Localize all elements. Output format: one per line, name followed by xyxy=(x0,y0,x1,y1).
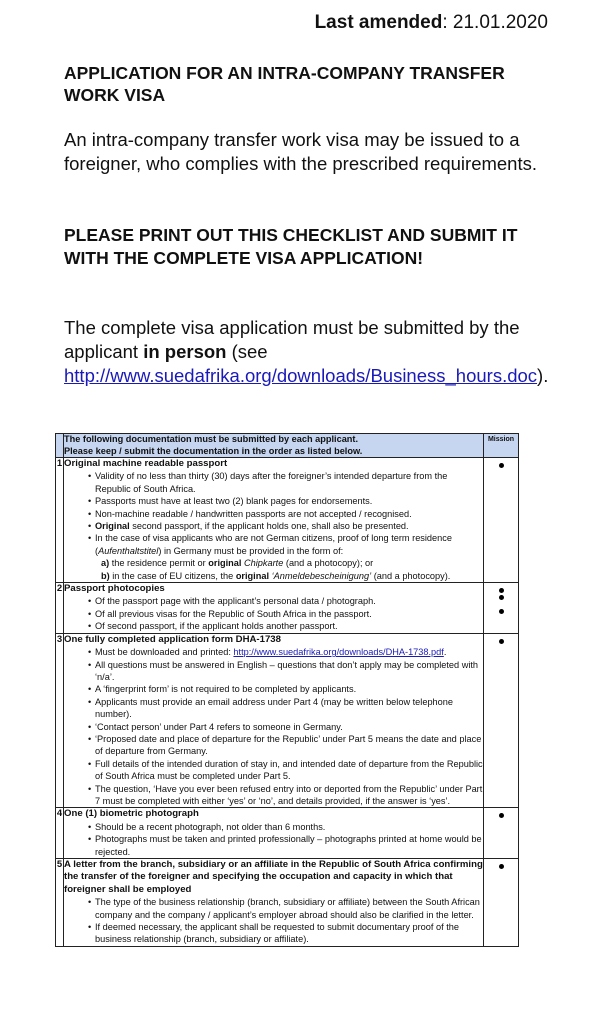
table-row xyxy=(56,633,519,808)
list-item: • Of the passport page with the applicant’s personal data / photograph. xyxy=(88,595,483,607)
mission-required-mark xyxy=(499,463,504,468)
list-item: • Full details of the intended duration of stay in, and intended date of departure from the Republic of South Africa must be completed under Part 5. xyxy=(88,758,483,783)
list-item: • All questions must be answered in English – questions that don’t apply may be completed with ‘n/a’. xyxy=(88,659,483,684)
sub-option-text: (and a photocopy); or xyxy=(283,558,374,569)
list-item: • If deemed necessary, the applicant shall be requested to submit documentary proof of the business relationship (branch, subsidiary or affiliate). xyxy=(88,921,483,946)
sub-option-a xyxy=(95,557,483,569)
sub-option-text: in the case of EU citizens, the xyxy=(109,570,236,581)
item-content xyxy=(64,583,484,634)
header-mission-cell: Mission xyxy=(484,434,519,458)
documentation-checklist-table xyxy=(55,433,519,947)
last-amended-separator: : xyxy=(442,12,453,33)
sub-option-label: a) xyxy=(101,558,110,569)
sub-option-b xyxy=(95,570,483,582)
last-amended-label: Last amended xyxy=(314,12,443,33)
header-line-1: The following documentation must be submitted by each applicant. xyxy=(64,434,359,444)
list-item: • Should be a recent photograph, not older than 6 months. xyxy=(88,821,483,833)
business-hours-link[interactable]: http://www.suedafrika.org/downloads/Business_hours.doc xyxy=(64,365,538,386)
item-number: 2 xyxy=(56,583,64,634)
original-emphasis: Original xyxy=(95,521,130,532)
item-title: A letter from the branch, subsidiary or an affiliate in the Republic of South Africa confirming the transfer of the foreigner and specifying the occupation and capacity in which that foreigner shall be employed xyxy=(64,859,483,895)
mission-cell xyxy=(484,808,519,859)
mission-cell xyxy=(484,633,519,808)
list-item: • The type of the business relationship (branch, subsidiary or affiliate) between the South African company and the company / applicant’s employer abroad should also be clarified in the letter. xyxy=(88,896,483,921)
item-title: One fully completed application form DHA-1738 xyxy=(64,633,281,645)
list-item-text: . xyxy=(443,647,447,658)
submission-paragraph xyxy=(64,316,564,388)
in-person-emphasis: in person xyxy=(143,341,227,362)
table-header-row xyxy=(56,434,519,458)
list-item: • Of second passport, if the applicant holds another passport. xyxy=(88,620,483,632)
mission-required-mark xyxy=(499,639,504,644)
mission-cell xyxy=(484,583,519,634)
sub-option-label: b) xyxy=(101,570,110,581)
item-bullet-list xyxy=(64,821,483,858)
item-number: 3 xyxy=(56,633,64,808)
dha-1738-download-link[interactable]: http://www.suedafrika.org/downloads/DHA-1738.pdf xyxy=(233,647,444,658)
mission-cell xyxy=(484,859,519,947)
last-amended xyxy=(315,12,548,34)
header-number-cell xyxy=(56,434,64,458)
item-title: One (1) biometric photograph xyxy=(64,808,199,820)
table-row xyxy=(56,583,519,634)
list-item xyxy=(88,520,483,532)
intro-paragraph: An intra-company transfer work visa may be issued to a foreigner, who complies with the prescribed requirements. xyxy=(64,129,538,174)
list-item: • The question, ‘Have you ever been refused entry into or deported from the Republic’ under Part 7 must be completed with either ‘yes’ or ‘no’, and details provided, if the answer is ‘yes’. xyxy=(88,783,483,808)
item-bullet-list xyxy=(64,646,483,807)
table-row xyxy=(56,458,519,583)
item-number: 5 xyxy=(56,859,64,947)
item-number: 4 xyxy=(56,808,64,859)
submission-text-end: ). xyxy=(537,365,549,386)
item-bullet-list xyxy=(64,470,483,582)
anmeldebescheinigung-term: ‘Anmeldebescheinigung’ xyxy=(271,570,372,581)
aufenthaltstitel-term: Aufenthaltstitel xyxy=(98,545,159,556)
item-content xyxy=(64,808,484,859)
mission-required-mark xyxy=(499,588,504,593)
mission-cell xyxy=(484,458,519,583)
mission-required-mark xyxy=(499,864,504,869)
last-amended-date: 21.01.2020 xyxy=(452,12,548,33)
sub-option-text: (and a photocopy). xyxy=(371,570,451,581)
item-title: Passport photocopies xyxy=(64,583,165,595)
item-number: 1 xyxy=(56,458,64,583)
item-content xyxy=(64,859,484,947)
list-item: • A ‘fingerprint form’ is not required to be completed by applicants. xyxy=(88,683,483,695)
mission-required-mark xyxy=(499,813,504,818)
list-item: • Passports must have at least two (2) blank pages for endorsements. xyxy=(88,495,483,507)
original-emphasis: original xyxy=(208,558,242,569)
header-instructions-cell xyxy=(64,434,484,458)
list-item: • Photographs must be taken and printed professionally – photographs printed at home would be rejected. xyxy=(88,833,483,858)
list-item-text: In the case of visa applicants who are not German citizens, proof of long term residence ( xyxy=(95,533,452,556)
item-content xyxy=(64,458,484,583)
original-emphasis: original xyxy=(235,570,269,581)
list-item-text: ) in Germany must be provided in the form of: xyxy=(158,545,344,556)
list-item xyxy=(88,532,483,582)
print-notice: PLEASE PRINT OUT THIS CHECKLIST AND SUBMIT IT WITH THE COMPLETE VISA APPLICATION! xyxy=(64,225,518,268)
sub-option-text: the residence permit or xyxy=(109,558,209,569)
list-item: • ‘Contact person’ under Part 4 refers to someone in Germany. xyxy=(88,721,483,733)
list-item-text: Must be downloaded and printed: xyxy=(95,647,234,658)
header-line-2: Please keep / submit the documentation in the order as listed below. xyxy=(64,445,363,456)
list-item: • ‘Proposed date and place of departure for the Republic’ under Part 5 means the date and place of departure from Germany. xyxy=(88,733,483,758)
item-bullet-list xyxy=(64,896,483,946)
list-item: • Of all previous visas for the Republic of South Africa in the passport. xyxy=(88,608,483,620)
submission-text: The complete visa application must be submitted by the applicant xyxy=(64,317,520,362)
list-item: • Applicants must provide an email address under Part 4 (may be written below telephone number). xyxy=(88,696,483,721)
item-bullet-list xyxy=(64,595,483,632)
table-row xyxy=(56,808,519,859)
list-item xyxy=(88,646,483,658)
submission-text-mid: (see xyxy=(226,341,268,362)
list-item-text: second passport, if the applicant holds one, shall also be presented. xyxy=(129,521,409,532)
list-item: • Non-machine readable / handwritten passports are not accepted / recognised. xyxy=(88,508,483,520)
item-content xyxy=(64,633,484,808)
table-row xyxy=(56,859,519,947)
item-title: Original machine readable passport xyxy=(64,458,228,469)
list-item: • Validity of no less than thirty (30) days after the foreigner’s intended departure from the Republic of South Africa. xyxy=(88,470,483,495)
chipkarte-term: Chipkarte xyxy=(244,558,284,569)
document-title: APPLICATION FOR AN INTRA-COMPANY TRANSFER WORK VISA xyxy=(64,63,505,105)
